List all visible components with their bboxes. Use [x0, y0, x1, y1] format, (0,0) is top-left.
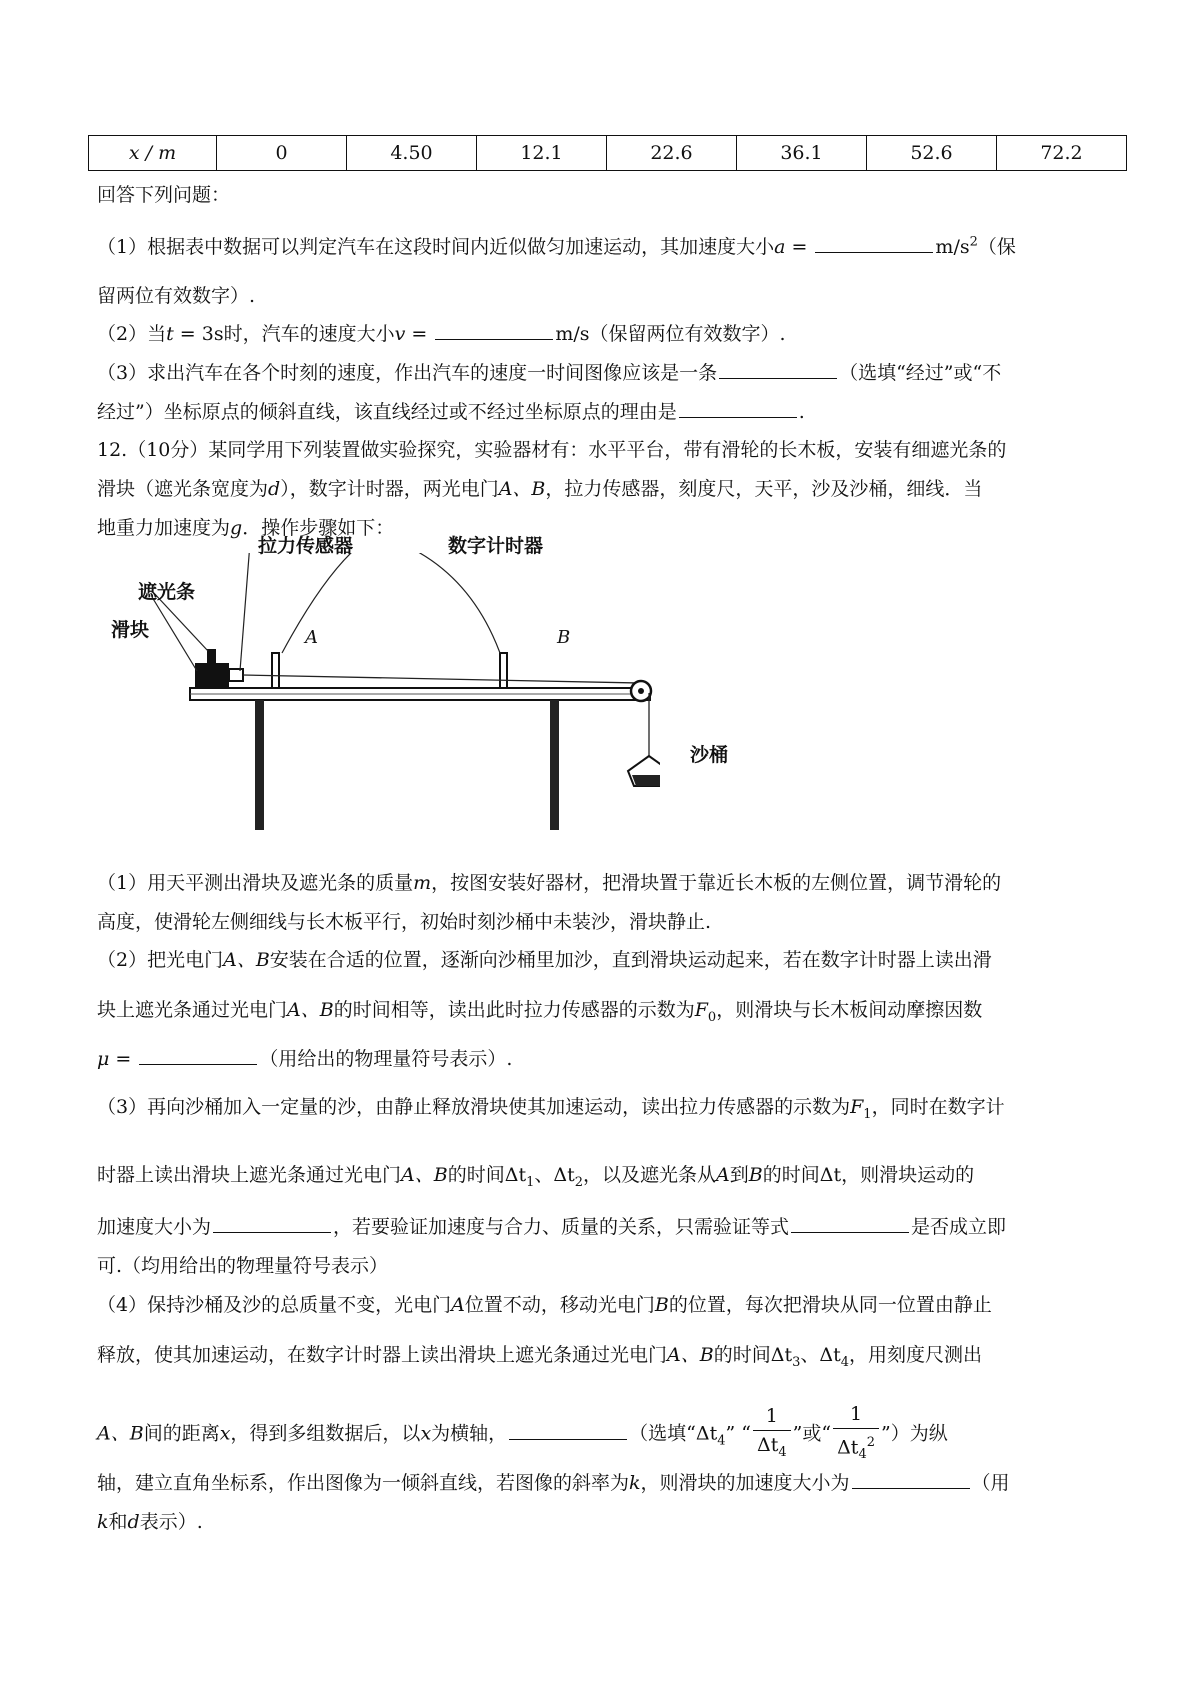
step4-line4 — [97, 1468, 1117, 1495]
var-x: x — [219, 1422, 231, 1445]
s3-text9: 加速度大小为 — [97, 1216, 212, 1238]
q12-line3 — [97, 513, 1117, 540]
answer-blank[interactable] — [852, 1470, 970, 1489]
s4-text3: 的位置，每次把滑块从同一位置由静止 — [668, 1294, 992, 1316]
q11-p3-text2: 经过”）坐标原点的倾斜直线，该直线经过或不经过坐标原点的理由是 — [97, 401, 677, 423]
answer-blank[interactable] — [509, 1421, 627, 1440]
table-header-cell: x / m — [89, 136, 217, 171]
separator: 、 — [800, 1344, 820, 1366]
var-ab: A、B — [97, 1422, 144, 1445]
table-leg-right — [550, 700, 559, 830]
unit: m/s — [935, 236, 970, 258]
step3-line2 — [97, 1160, 1117, 1190]
s2-text: （2）把光电门 — [97, 949, 224, 971]
s1-text2: ，按图安装好器材，把滑块置于靠近长木板的左侧位置，调节滑轮的 — [431, 872, 1002, 894]
var-dt: Δt — [757, 1434, 779, 1457]
var-ab: A、B — [667, 1344, 714, 1366]
step4-line3 — [97, 1400, 1117, 1469]
s3-text7: 的时间 — [762, 1164, 820, 1186]
s3-text4: 的时间 — [447, 1164, 505, 1186]
fraction-1-over-dt4 — [753, 1402, 791, 1467]
s4-text9: 为横轴， — [431, 1422, 508, 1445]
var-ab: A、B — [223, 949, 270, 971]
var-b: B — [748, 1164, 763, 1186]
s3-text11: 是否成立即 — [911, 1216, 1007, 1238]
var-d: d — [268, 478, 281, 500]
sensor-pointer — [240, 553, 250, 671]
subscript: 1 — [526, 1174, 535, 1190]
pulley-axle — [638, 688, 644, 694]
s4-text2: 位置不动，移动光电门 — [464, 1294, 655, 1316]
step2-line3 — [97, 1044, 1117, 1071]
q11-p1-text: （1）根据表中数据可以判定汽车在这段时间内近似做匀加速运动，其加速度大小 — [97, 236, 775, 258]
equals: = — [785, 236, 814, 258]
q12-l2-text2: ），数字计时器，两光电门 — [280, 478, 499, 500]
var-k: k — [97, 1511, 109, 1533]
q11-part3-line2 — [97, 397, 1117, 424]
s4-text11: ” “ — [725, 1422, 751, 1445]
q11-part1-line1 — [97, 232, 1117, 259]
var-dt1: Δt — [504, 1164, 527, 1186]
s4-text14: 轴，建立直角坐标系，作出图像为一倾斜直线，若图像的斜率为 — [97, 1472, 630, 1494]
var-g: g — [230, 517, 243, 539]
q11-part1-line2: 留两位有效数字）. — [97, 285, 256, 307]
answer-blank[interactable] — [139, 1046, 257, 1065]
label-force-sensor: 拉力传感器 — [258, 535, 354, 557]
equals: = — [405, 323, 434, 345]
table-cell: 72.2 — [997, 136, 1127, 171]
q11-p1-text-end: （保 — [977, 236, 1016, 258]
intro-text: 回答下列问题： — [97, 184, 231, 206]
var-k: k — [629, 1472, 641, 1494]
var-a: a — [774, 236, 786, 258]
s3-text6: 到 — [729, 1164, 749, 1186]
var-f: F — [850, 1096, 864, 1118]
answer-blank[interactable] — [719, 360, 837, 379]
var-a: A — [451, 1294, 465, 1316]
subscript: 3 — [792, 1354, 801, 1370]
s4-text15: ，则滑块的加速度大小为 — [640, 1472, 850, 1494]
var-ab: A、B — [498, 478, 546, 500]
step4-line1 — [97, 1290, 1117, 1317]
data-table — [88, 135, 1127, 171]
answer-blank[interactable] — [213, 1214, 331, 1233]
s3-text: （3）再向沙桶加入一定量的沙，由静止释放滑块使其加速运动，读出拉力传感器的示数为 — [97, 1096, 851, 1118]
var-a: A — [716, 1164, 730, 1186]
var-ab: A、B — [287, 999, 334, 1021]
option-dt4: Δt — [695, 1422, 718, 1445]
answer-blank[interactable] — [435, 321, 553, 340]
table-cell: 22.6 — [607, 136, 737, 171]
q11-p2-text-mid: 时，汽车的速度大小 — [223, 323, 395, 345]
label-slider: 滑块 — [111, 619, 150, 641]
s4-text4: 释放，使其加速运动，在数字计时器上读出滑块上遮光条通过光电门 — [97, 1344, 668, 1366]
unit-exponent: 2 — [969, 234, 978, 250]
q11-p2-text: （2）当 — [97, 323, 167, 345]
step3-line3 — [97, 1212, 1117, 1239]
q12-line1: 12.（10分）某同学用下列装置做实验探究，实验器材有：水平平台，带有滑轮的长木板，安装有细遮光条的 — [97, 439, 1007, 461]
step4-line2 — [97, 1340, 1117, 1370]
label-sand-bucket: 沙桶 — [690, 744, 729, 766]
fraction-denominator — [753, 1431, 791, 1467]
separator: 、 — [534, 1164, 554, 1186]
subscript: 4 — [717, 1433, 726, 1449]
var-dt3: Δt — [770, 1344, 793, 1366]
label-gate-a: A — [305, 627, 318, 648]
var-f: F — [694, 999, 708, 1021]
table-cell: 0 — [217, 136, 347, 171]
s1-text: （1）用天平测出滑块及遮光条的质量 — [97, 872, 414, 894]
var-dt2: Δt — [553, 1164, 575, 1186]
s4-text5: 的时间 — [713, 1344, 771, 1366]
var-x: x — [420, 1422, 432, 1445]
s4-text: （4）保持沙桶及沙的总质量不变，光电门 — [97, 1294, 452, 1316]
subscript: 1 — [863, 1106, 872, 1122]
label-gate-b: B — [557, 627, 571, 648]
s4-text7: 间的距离 — [143, 1422, 220, 1445]
table-cell: 12.1 — [477, 136, 607, 171]
q11-p2-text-end: （保留两位有效数字）. — [589, 323, 786, 345]
label-light-strip: 遮光条 — [138, 581, 196, 603]
s3-text10: ，若要验证加速度与合力、质量的关系，只需验证等式 — [333, 1216, 790, 1238]
s3-text2: ，同时在数字计 — [871, 1096, 1005, 1118]
s3-text8: ，则滑块运动的 — [841, 1164, 975, 1186]
s4-text17: 和 — [108, 1511, 128, 1533]
label-digital-timer: 数字计时器 — [448, 535, 544, 557]
subscript: 0 — [707, 1009, 717, 1025]
q12-l2-text: 滑块（遮光条宽度为 — [97, 478, 269, 500]
var-v: v — [394, 323, 406, 345]
s4-text10: （选填“ — [629, 1422, 696, 1445]
slider-block — [195, 663, 229, 687]
q12-line2 — [97, 474, 1117, 501]
var-dt: Δt — [837, 1436, 859, 1459]
s4-text12: ”或“ — [792, 1422, 832, 1445]
var-ab: A、B — [401, 1164, 448, 1186]
s4-text18: 表示）. — [139, 1511, 203, 1533]
cable-a — [282, 553, 362, 653]
var-m: m — [413, 872, 432, 894]
cable-b — [400, 553, 500, 653]
subscript: 4 — [840, 1354, 850, 1370]
light-strip — [207, 649, 216, 664]
photogate-a — [272, 653, 279, 688]
s2-text4: 的时间相等，读出此时拉力传感器的示数为 — [333, 999, 695, 1021]
var-d: d — [127, 1511, 140, 1533]
fraction-1-over-dt4-squared — [833, 1400, 879, 1469]
fraction-denominator — [833, 1429, 879, 1469]
fraction-numerator: 1 — [753, 1402, 791, 1431]
superscript: 2 — [866, 1435, 875, 1450]
var-dt: Δt — [819, 1164, 842, 1186]
q11-p3-text: （3）求出汽车在各个时刻的速度，作出汽车的速度一时间图像应该是一条 — [97, 362, 718, 384]
s4-text13: ”）为纵 — [881, 1422, 948, 1445]
subscript: 4 — [858, 1447, 867, 1463]
subscript: 4 — [778, 1444, 787, 1460]
period: . — [798, 401, 805, 423]
answer-blank[interactable] — [791, 1214, 909, 1233]
step1-line1 — [97, 868, 1117, 895]
thread — [243, 675, 640, 683]
var-b: B — [654, 1294, 669, 1316]
q12-l2-text3: ，拉力传感器，刻度尺，天平，沙及沙桶，细线．当 — [545, 478, 983, 500]
step3-line1 — [97, 1092, 1117, 1122]
step1-line2: 高度，使滑轮左侧细线与长木板平行，初始时刻沙桶中未装沙，滑块静止. — [97, 911, 712, 933]
table-cell: 52.6 — [867, 136, 997, 171]
step4-line5 — [97, 1507, 1117, 1534]
table-cell: 4.50 — [347, 136, 477, 171]
s4-text6: ，用刻度尺测出 — [849, 1344, 983, 1366]
fraction-numerator: 1 — [833, 1400, 879, 1429]
s3-text5: ，以及遮光条从 — [583, 1164, 717, 1186]
table-leg-left — [255, 700, 264, 830]
subscript: 2 — [574, 1174, 584, 1190]
q12-l3-text2: ．操作步骤如下： — [242, 517, 395, 539]
s2-text6: （用给出的物理量符号表示）. — [259, 1048, 513, 1070]
s2-text3: 块上遮光条通过光电门 — [97, 999, 288, 1021]
slider-pointer — [152, 597, 197, 671]
s2-text5: ，则滑块与长木板间动摩擦因数 — [716, 999, 983, 1021]
force-sensor — [229, 669, 243, 681]
answer-blank[interactable] — [815, 234, 933, 253]
q11-part3-line1 — [97, 358, 1117, 385]
var-mu: μ — [97, 1048, 110, 1070]
q11-p3-text-end: （选填“经过”或“不 — [839, 362, 1002, 384]
step2-line1 — [97, 945, 1117, 972]
table-cell: 36.1 — [737, 136, 867, 171]
equals: = — [109, 1048, 138, 1070]
time-value: = 3s — [173, 323, 224, 345]
var-t: t — [166, 323, 174, 345]
s3-text3: 时器上读出滑块上遮光条通过光电门 — [97, 1164, 402, 1186]
answer-blank[interactable] — [679, 399, 797, 418]
s2-text2: 安装在合适的位置，逐渐向沙桶里加沙，直到滑块运动起来，若在数字计时器上读出滑 — [269, 949, 992, 971]
step3-line4: 可.（均用给出的物理量符号表示） — [97, 1255, 389, 1277]
step2-line2 — [97, 995, 1117, 1025]
table-row — [89, 136, 1127, 171]
var-dt4: Δt — [819, 1344, 841, 1366]
unit: m/s — [555, 323, 590, 345]
q12-l3-text: 地重力加速度为 — [97, 517, 231, 539]
q11-part2 — [97, 319, 1117, 346]
photogate-b — [500, 653, 507, 688]
s4-text16: （用 — [971, 1472, 1010, 1494]
sand — [632, 775, 660, 786]
s4-text8: ，得到多组数据后，以 — [230, 1422, 421, 1445]
